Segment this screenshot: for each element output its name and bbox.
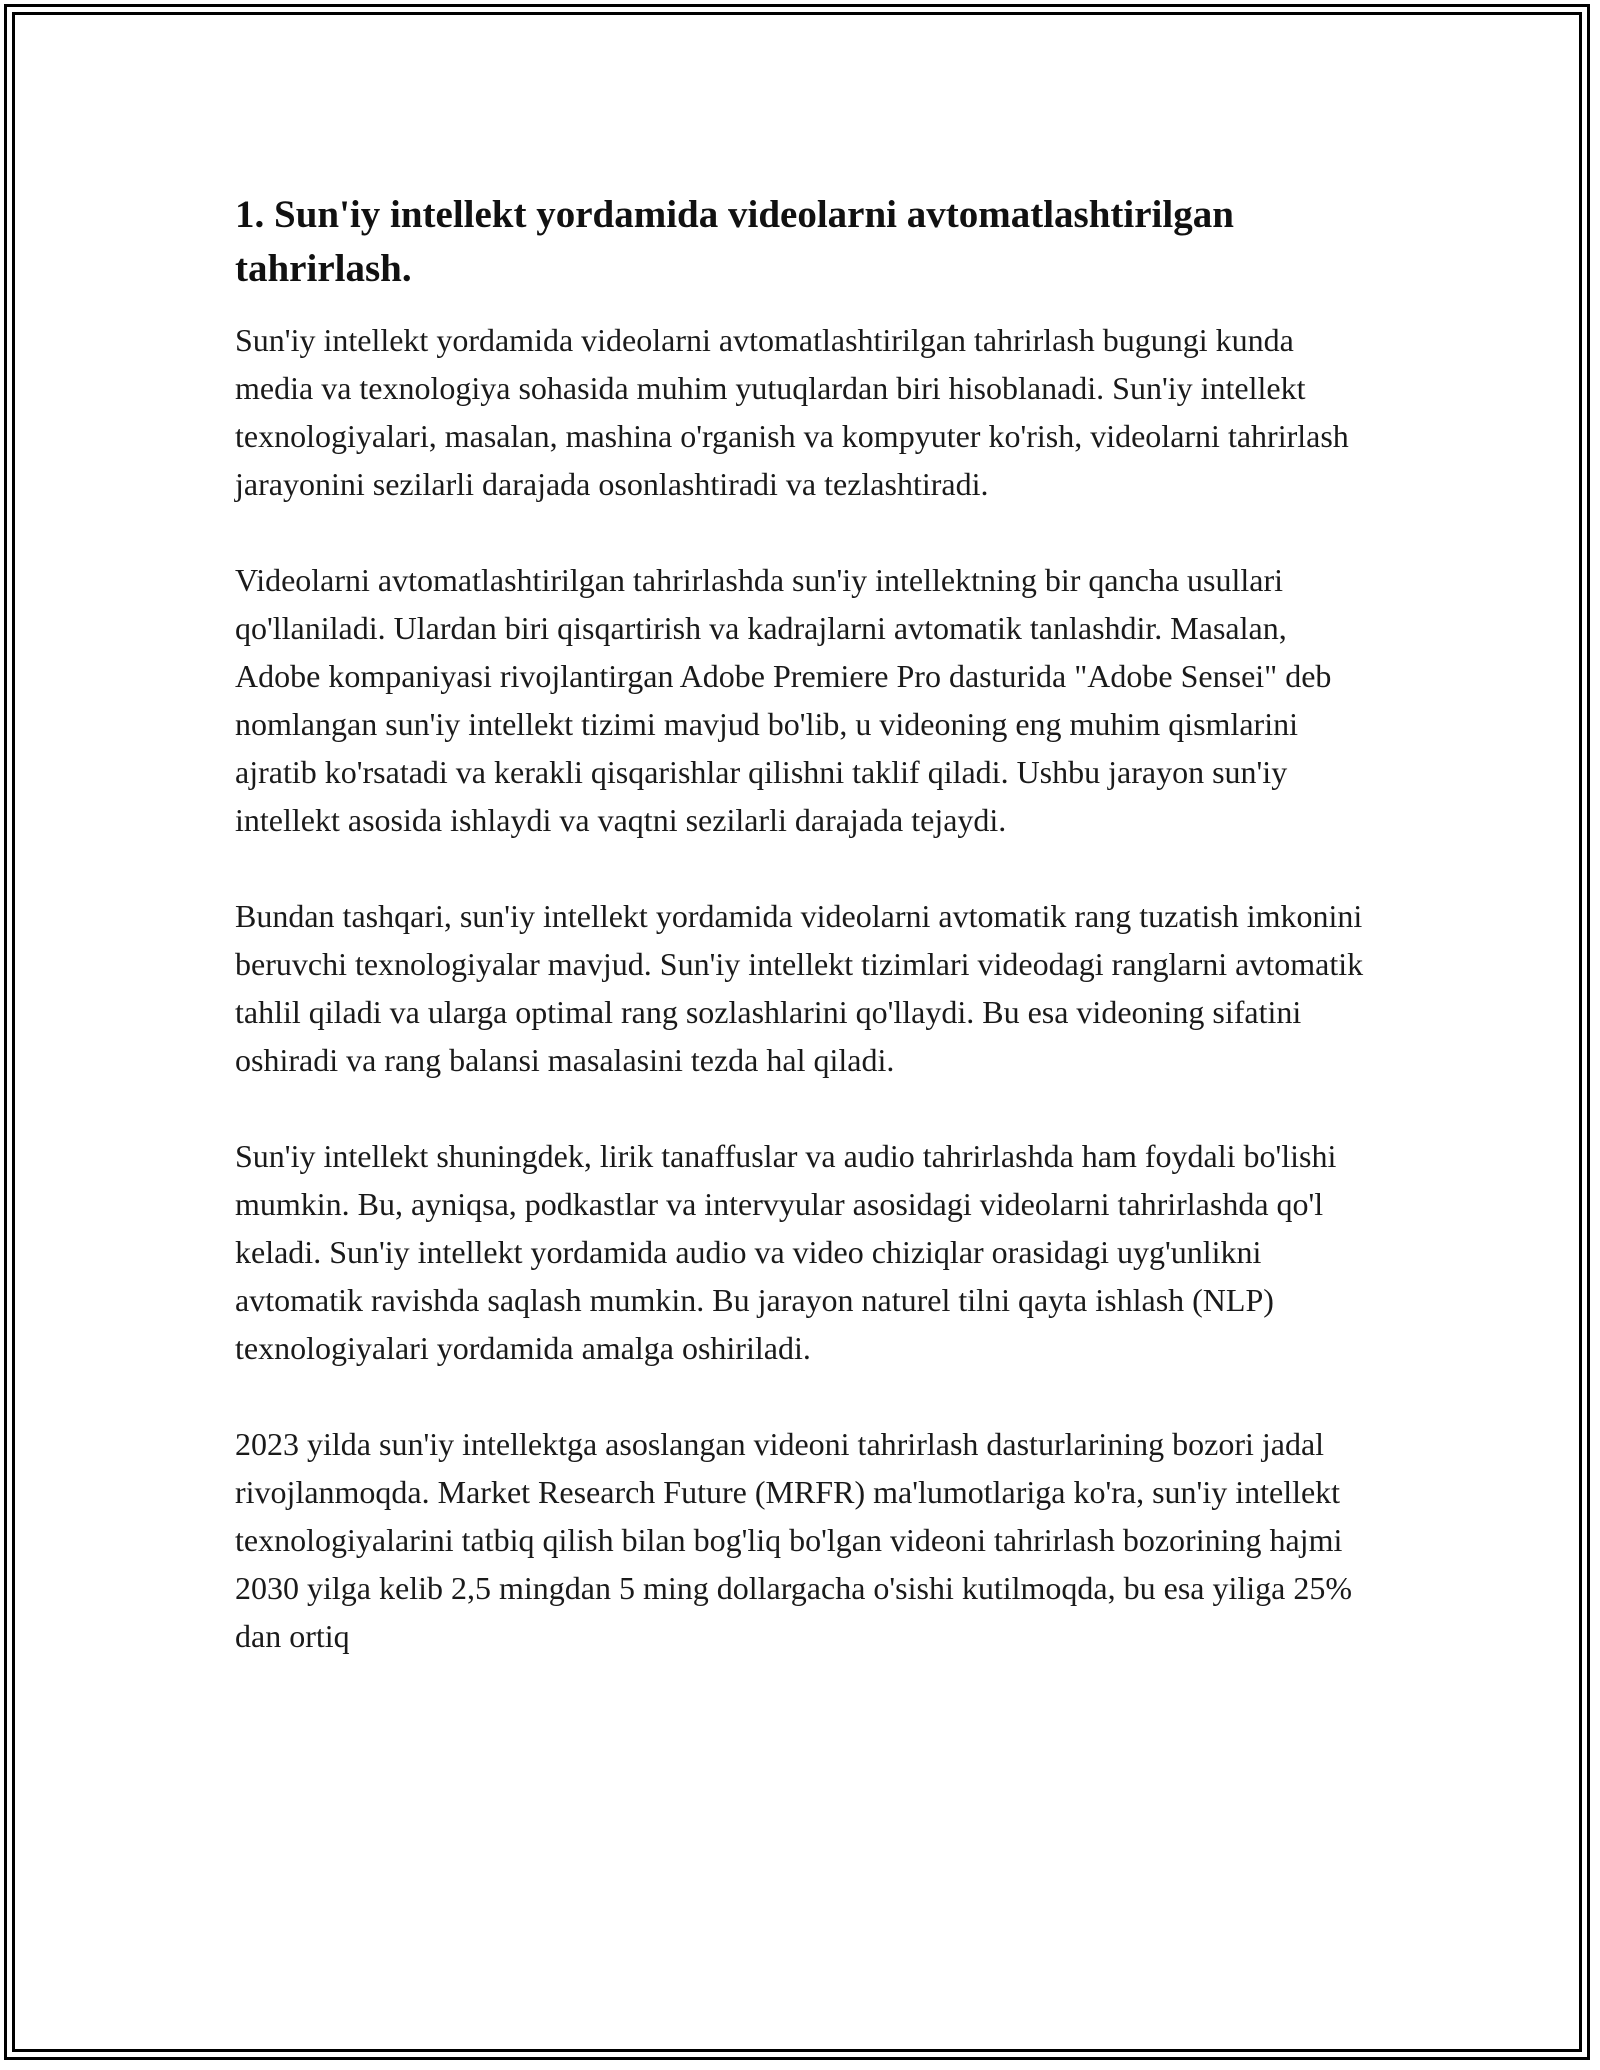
paragraph-4: Sun'iy intellekt shuningdek, lirik tanaffuslar va audio tahrirlashda ham foydali bo'lishi mumkin. Bu, ayniqsa, podkastlar va intervyular asosidagi videolarni tahrirlashda qo'l keladi. Sun'iy intellekt yordamida audio va video chiziqlar orasidagi uyg'unlikni avtomatik ravishda saqlash mumkin. Bu jarayon naturel tilni qayta ishlash (NLP) texnologiyalari yordamida amalga oshiriladi. [235, 1138, 1337, 1366]
paragraph-2: Videolarni avtomatlashtirilgan tahrirlashda sun'iy intellektning bir qancha usullari qo'llaniladi. Ulardan biri qisqartirish va kadrajlarni avtomatik tanlashdir. Masalan, Adobe kompaniyasi rivojlantirgan Adobe Premiere Pro dasturida "Adobe Sensei" deb nomlangan sun'iy intellekt tizimi mavjud bo'lib, u videoning eng muhim qismlarini ajratib ko'rsatadi va kerakli qisqarishlar qilishni taklif qiladi. Ushbu jarayon sun'iy intellekt asosida ishlaydi va vaqtni sezilarli darajada tejaydi. [235, 562, 1332, 838]
paragraph-1: Sun'iy intellekt yordamida videolarni avtomatlashtirilgan tahrirlash bugungi kunda media va texnologiya sohasida muhim yutuqlardan biri hisoblanadi. Sun'iy intellekt texnologiyalari, masalan, mashina o'rganish va kompyuter ko'rish, videolarni tahrirlash jarayonini sezilarli darajada osonlashtiradi va tezlashtiradi. [235, 322, 1349, 502]
section-heading: 1. Sun'iy intellekt yordamida videolarni avtomatlashtirilgan tahrirlash. [235, 193, 1234, 290]
paragraph-5: 2023 yilda sun'iy intellektga asoslangan videoni tahrirlash dasturlarining bozori jadal rivojlanmoqda. Market Research Future (MRFR) ma'lumotlariga ko'ra, sun'iy intellekt texnologiyalarini tatbiq qilish bilan bog'liq bo'lgan videoni tahrirlash bozorining hajmi 2030 yilga kelib 2,5 mingdan 5 ming dollargacha o'sishi kutilmoqda, bu esa yiliga 25% dan ortiq [235, 1426, 1353, 1654]
document-body [235, 188, 1375, 1660]
paragraph-3: Bundan tashqari, sun'iy intellekt yordamida videolarni avtomatik rang tuzatish imkonini beruvchi texnologiyalar mavjud. Sun'iy intellekt tizimlari videodagi ranglarni avtomatik tahlil qiladi va ularga optimal rang sozlashlarini qo'llaydi. Bu esa videoning sifatini oshiradi va rang balansi masalasini tezda hal qiladi. [235, 898, 1364, 1078]
